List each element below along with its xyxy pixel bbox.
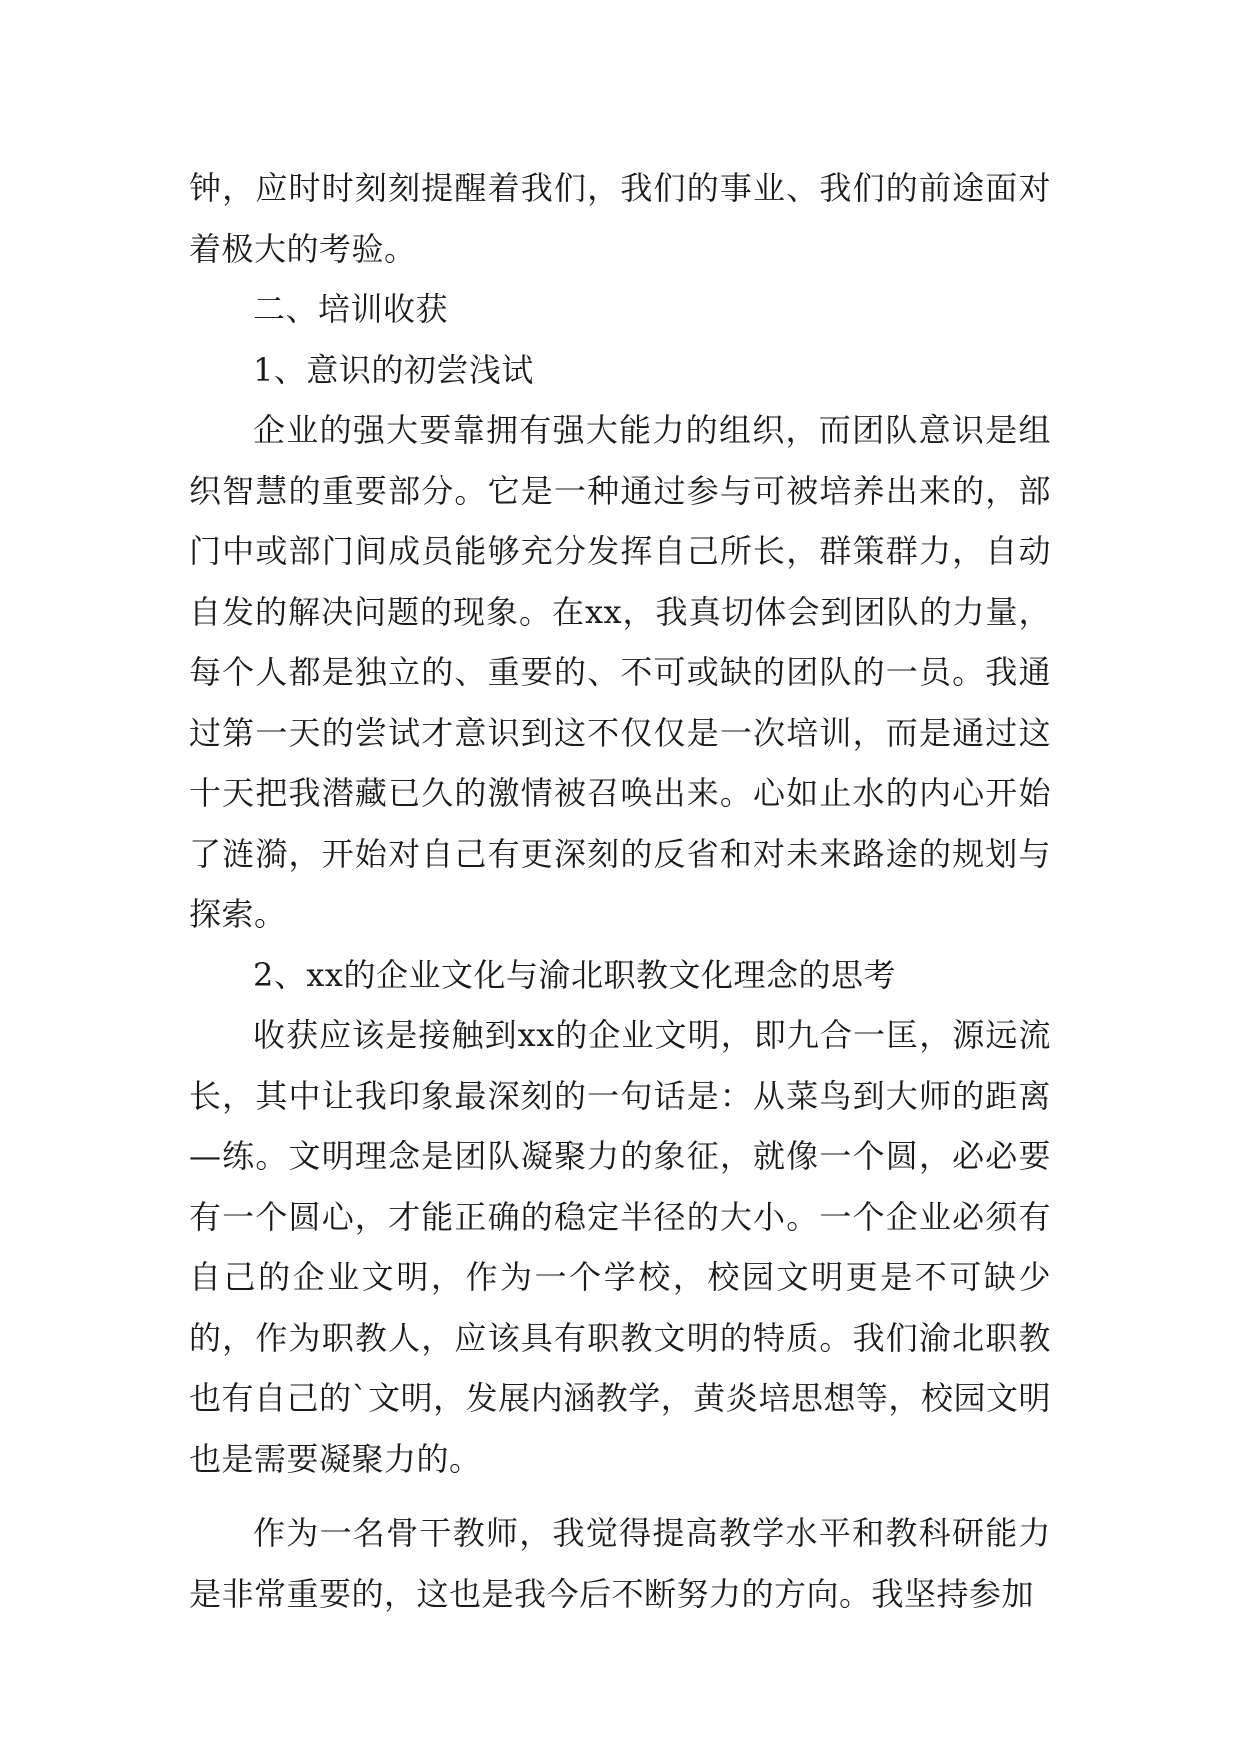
paragraph-continuation: 钟，应时时刻刻提醒着我们，我们的事业、我们的前途面对着极大的考验。 (189, 169, 1051, 268)
subheading-awareness: 1、意识的初尝浅试 (253, 350, 534, 389)
subheading-corporate-culture: 2、xx的企业文化与渝北职教文化理念的思考 (253, 955, 896, 994)
paragraph-backbone-teacher: 作为一名骨干教师，我觉得提高教学水平和教科研能力是非常重要的，这也是我今后不断努力的方向。我坚持参加 (189, 1514, 1051, 1613)
body-text (189, 158, 1051, 1624)
paragraph-corporate-culture: 收获应该是接触到xx的企业文明，即九合一匡，源远流长，其中让我印象最深刻的一句话是：从菜鸟到大师的距离—练。文明理念是团队凝聚力的象征，就像一个圆，必必要有一个圆心，才能正确的稳定半径的大小。一个企业必须有自己的企业文明，作为一个学校，校园文明更是不可缺少的，作为职教人，应该具有职教文明的特质。我们渝北职教也有自己的`文明，发展内涵教学，黄炎培思想等，校园文明也是需要凝聚力的。 (189, 1016, 1051, 1478)
paragraph-team-awareness: 企业的强大要靠拥有强大能力的组织，而团队意识是组织智慧的重要部分。它是一种通过参与可被培养出来的，部门中或部门间成员能够充分发挥自己所长，群策群力，自动自发的解决问题的现象。在xx，我真切体会到团队的力量，每个人都是独立的、重要的、不可或缺的团队的一员。我通过第一天的尝试才意识到这不仅仅是一次培训，而是通过这十天把我潜藏已久的激情被召唤出来。心如止水的内心开始了涟漪，开始对自己有更深刻的反省和对未来路途的规划与探索。 (189, 411, 1051, 933)
section-heading-training-gains: 二、培训收获 (253, 290, 449, 328)
